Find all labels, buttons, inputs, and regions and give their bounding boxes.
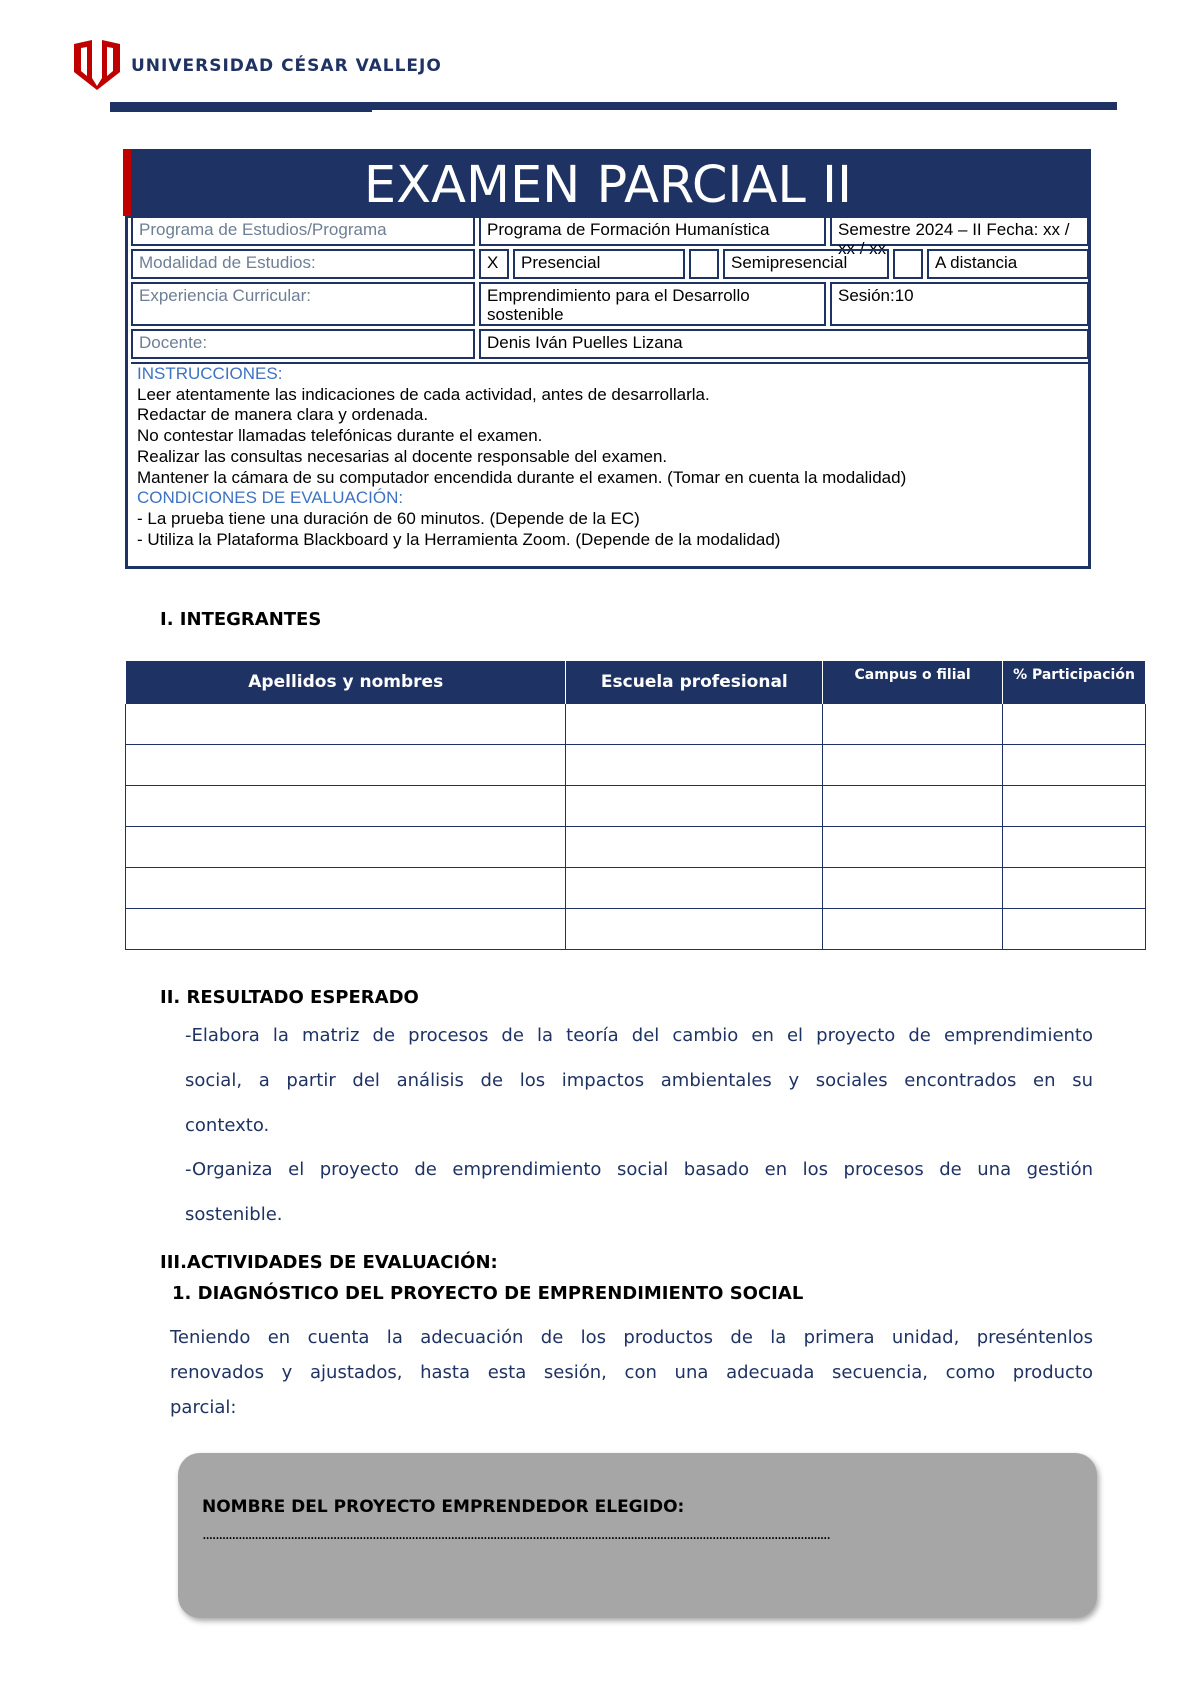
curricular-value bbox=[479, 282, 826, 326]
participation-cell[interactable] bbox=[1003, 744, 1146, 785]
school-cell[interactable] bbox=[566, 703, 823, 744]
actividades-line: parcial: bbox=[170, 1397, 237, 1418]
instruction-item: No contestar llamadas telefónicas durante el examen. bbox=[137, 426, 543, 446]
university-name: UNIVERSIDAD CÉSAR VALLEJO bbox=[131, 56, 442, 76]
section-integrantes-title: I. INTEGRANTES bbox=[160, 609, 322, 630]
table-row bbox=[126, 867, 1146, 908]
ucv-logo-icon bbox=[72, 38, 122, 92]
school-cell[interactable] bbox=[566, 744, 823, 785]
school-cell[interactable] bbox=[566, 908, 823, 949]
table-row bbox=[126, 908, 1146, 949]
resultado-line: -Organiza el proyecto de emprendimiento social basado en los procesos de una gestión bbox=[185, 1159, 1093, 1180]
modality-check-semipresencial bbox=[689, 249, 719, 279]
section-resultado-title: II. RESULTADO ESPERADO bbox=[160, 987, 419, 1008]
col-header-names: Apellidos y nombres bbox=[126, 661, 566, 703]
diagnostico-subtitle: 1. DIAGNÓSTICO DEL PROYECTO DE EMPRENDIMIENTO SOCIAL bbox=[172, 1283, 804, 1304]
campus-cell[interactable] bbox=[823, 908, 1003, 949]
participation-cell[interactable] bbox=[1003, 867, 1146, 908]
school-cell[interactable] bbox=[566, 785, 823, 826]
modality-semipresencial: Semipresencial bbox=[723, 249, 889, 279]
instruction-item: Realizar las consultas necesarias al docente responsable del examen. bbox=[137, 446, 668, 466]
instruction-item: Redactar de manera clara y ordenada. bbox=[137, 405, 429, 425]
condition-item: - Utiliza la Plataforma Blackboard y la Herramienta Zoom. (Depende de la modalidad) bbox=[137, 529, 781, 549]
session-number: Sesión:10 bbox=[830, 282, 1089, 326]
participation-cell[interactable] bbox=[1003, 703, 1146, 744]
campus-cell[interactable] bbox=[823, 703, 1003, 744]
col-header-school: Escuela profesional bbox=[566, 661, 823, 703]
modality-check-presencial: X bbox=[479, 249, 509, 279]
campus-cell[interactable] bbox=[823, 867, 1003, 908]
title-accent-stripe bbox=[123, 149, 131, 216]
resultado-line: contexto. bbox=[185, 1115, 270, 1136]
instructions-title: INSTRUCCIONES: bbox=[137, 364, 283, 383]
exam-title: EXAMEN PARCIAL II bbox=[363, 156, 853, 215]
table-header-row bbox=[126, 661, 1146, 703]
resultado-line: social, a partir del análisis de los impactos ambientales y sociales encontrados en su bbox=[185, 1070, 1093, 1091]
table-row bbox=[126, 785, 1146, 826]
campus-cell[interactable] bbox=[823, 744, 1003, 785]
campus-cell[interactable] bbox=[823, 785, 1003, 826]
participation-cell[interactable] bbox=[1003, 826, 1146, 867]
instruction-item: Mantener la cámara de su computador encendida durante el examen. (Tomar en cuenta la modalidad) bbox=[137, 467, 907, 487]
curricular-value-line2: sostenible bbox=[487, 305, 564, 324]
school-cell[interactable] bbox=[566, 867, 823, 908]
campus-cell[interactable] bbox=[823, 826, 1003, 867]
modality-check-distancia bbox=[893, 249, 923, 279]
name-cell[interactable] bbox=[126, 867, 566, 908]
members-table bbox=[125, 661, 1146, 950]
participation-cell[interactable] bbox=[1003, 908, 1146, 949]
modality-presencial: Presencial bbox=[513, 249, 685, 279]
curricular-value-line1: Emprendimiento para el Desarrollo bbox=[487, 286, 750, 305]
semester-date: Semestre 2024 – II Fecha: xx / xx / xx bbox=[830, 216, 1089, 246]
name-cell[interactable] bbox=[126, 826, 566, 867]
program-value: Programa de Formación Humanística bbox=[479, 216, 826, 246]
name-cell[interactable] bbox=[126, 744, 566, 785]
table-row bbox=[126, 826, 1146, 867]
name-cell[interactable] bbox=[126, 908, 566, 949]
condition-item: - La prueba tiene una duración de 60 minutos. (Depende de la EC) bbox=[137, 508, 640, 528]
curricular-label: Experiencia Curricular: bbox=[131, 282, 475, 326]
program-label: Programa de Estudios/Programa bbox=[131, 216, 475, 246]
participation-cell[interactable] bbox=[1003, 785, 1146, 826]
col-header-campus: Campus o filial bbox=[823, 661, 1003, 703]
section-actividades-title: III.ACTIVIDADES DE EVALUACIÓN: bbox=[160, 1252, 498, 1273]
resultado-line: -Elabora la matriz de procesos de la teoría del cambio en el proyecto de emprendimiento bbox=[185, 1025, 1093, 1046]
exam-title-bar bbox=[128, 152, 1088, 218]
school-cell[interactable] bbox=[566, 826, 823, 867]
table-row bbox=[126, 703, 1146, 744]
header-rule-thin bbox=[110, 110, 372, 112]
conditions-title: CONDICIONES DE EVALUACIÓN: bbox=[137, 488, 404, 508]
col-header-participation: % Participación bbox=[1003, 661, 1146, 703]
actividades-line: renovados y ajustados, hasta esta sesión, con una adecuada secuencia, como producto bbox=[170, 1362, 1093, 1383]
modality-distancia: A distancia bbox=[927, 249, 1089, 279]
teacher-label: Docente: bbox=[131, 329, 475, 359]
table-row bbox=[126, 744, 1146, 785]
modality-label: Modalidad de Estudios: bbox=[131, 249, 475, 279]
project-name-box bbox=[178, 1453, 1097, 1618]
project-name-input[interactable]: ................................................................................................................................................................................................ bbox=[202, 1525, 830, 1543]
resultado-line: sostenible. bbox=[185, 1204, 283, 1225]
actividades-line: Teniendo en cuenta la adecuación de los productos de la primera unidad, preséntenlos bbox=[170, 1327, 1093, 1348]
header-rule bbox=[110, 102, 1117, 110]
project-name-label: NOMBRE DEL PROYECTO EMPRENDEDOR ELEGIDO: bbox=[202, 1497, 685, 1517]
instructions-block bbox=[131, 364, 1089, 550]
name-cell[interactable] bbox=[126, 703, 566, 744]
instruction-item: Leer atentamente las indicaciones de cada actividad, antes de desarrollarla. bbox=[137, 384, 710, 404]
name-cell[interactable] bbox=[126, 785, 566, 826]
teacher-value: Denis Iván Puelles Lizana bbox=[479, 329, 1089, 359]
